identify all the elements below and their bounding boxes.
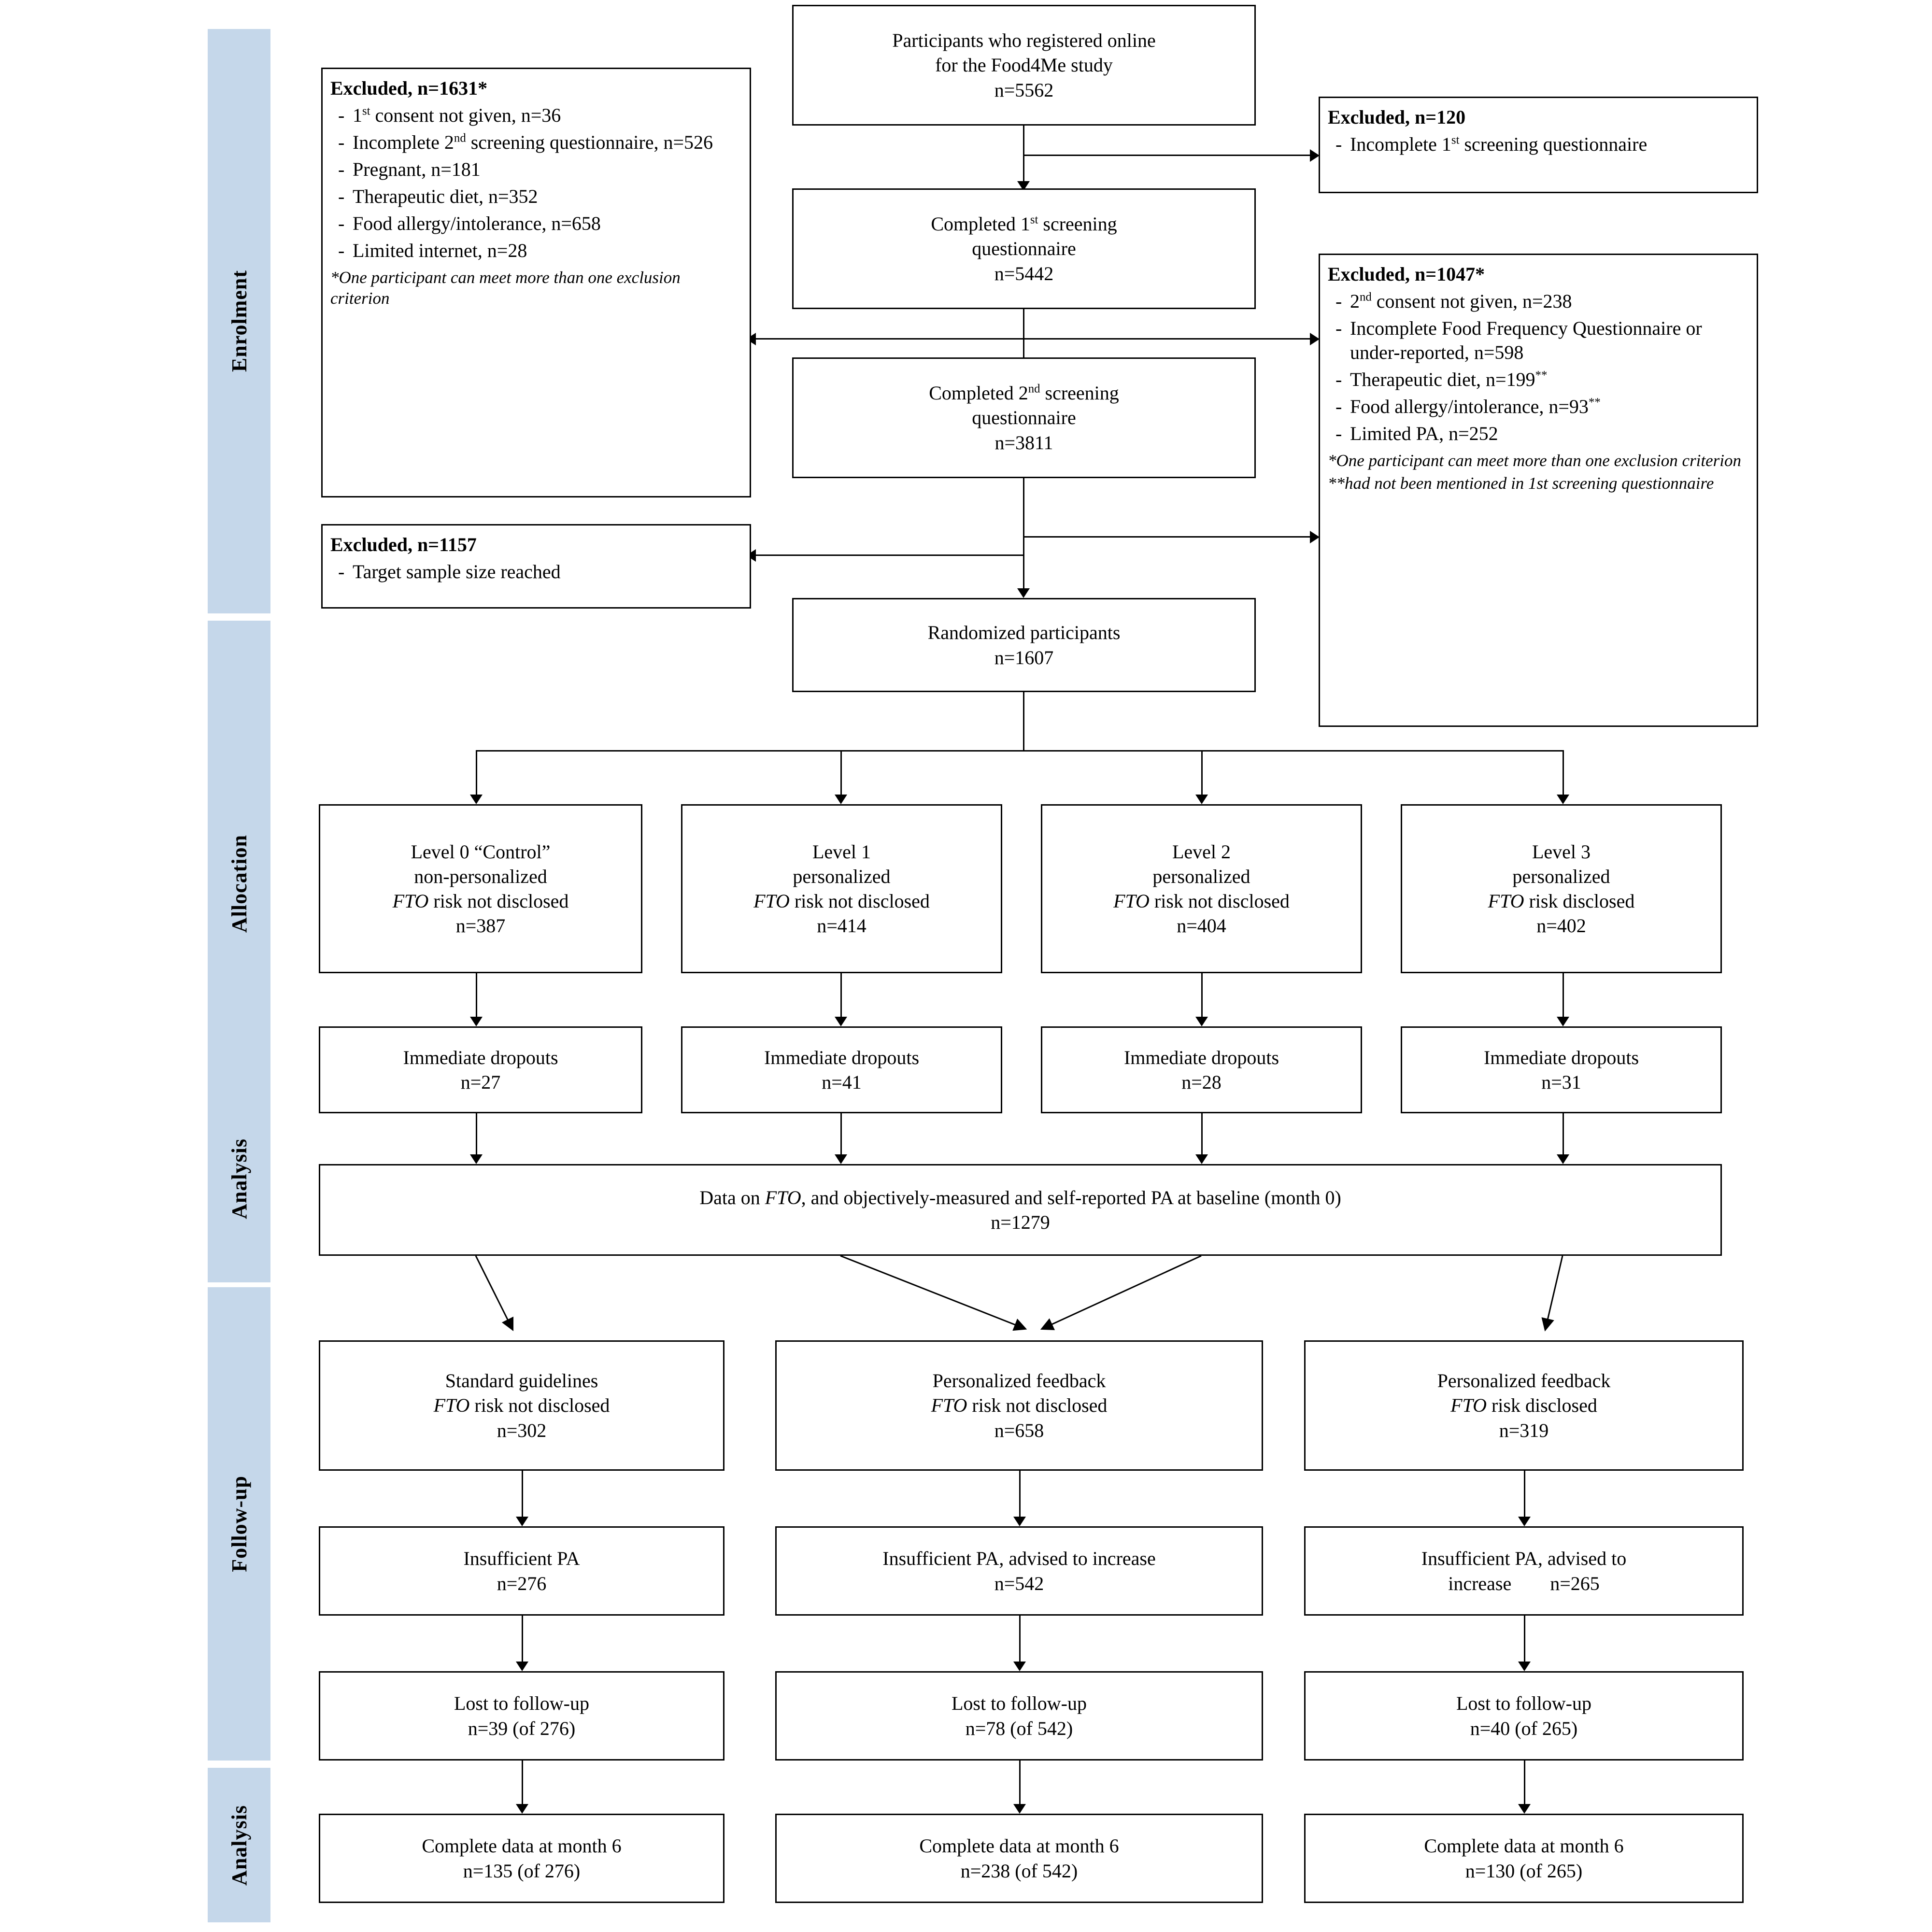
insuf-a-line-1: Insufficient PA (463, 1548, 580, 1570)
level1-count: n=414 (817, 915, 867, 937)
connector-to-level3 (1563, 750, 1564, 798)
arrowhead-randomized (1017, 588, 1030, 598)
insuf-b-count: n=542 (994, 1572, 1044, 1594)
connector-randomized-down (1023, 692, 1024, 750)
connector-level3-dropout (1563, 973, 1564, 1022)
arrowhead-insuf-c (1518, 1517, 1531, 1526)
fb-standard-line-1: Standard guidelines (445, 1370, 598, 1392)
list-item: - Incomplete Food Frequency Questionnaire or under-reported, n=598 (1328, 316, 1749, 365)
box-baseline (319, 1164, 1722, 1256)
insuf-b-line-1: Insufficient PA, advised to increase (882, 1548, 1156, 1570)
phase-bar-allocation (208, 621, 270, 1147)
insuf-c-count: n=265 (1550, 1572, 1600, 1594)
box-complete-c (1304, 1814, 1744, 1903)
connector-fb-c-insuf (1524, 1471, 1525, 1521)
arrowhead-level2 (1195, 795, 1208, 804)
phase-label-enrolment: Enrolment (227, 270, 251, 372)
fb-pers-d-line-2: FTO risk disclosed (1450, 1394, 1597, 1417)
connector-to-excluded-120 (1023, 155, 1313, 156)
list-item: - Food allergy/intolerance, n=93** (1328, 395, 1749, 419)
baseline-line-1: Data on FTO, and objectively-measured and self-reported PA at baseline (month 0) (699, 1186, 1341, 1208)
complete-c-line-1: Complete data at month 6 (1424, 1835, 1624, 1857)
connector-to-excluded-1047 (1023, 338, 1313, 340)
box-randomized (792, 598, 1256, 692)
connector-insuf-b-lost (1019, 1616, 1021, 1666)
list-item: - Food allergy/intolerance, n=658 (330, 212, 742, 236)
screen2-line-1: Completed 2nd screening (929, 382, 1119, 404)
arrowhead-complete-c (1518, 1804, 1531, 1814)
box-level1 (681, 804, 1002, 973)
fb-standard-count: n=302 (497, 1419, 547, 1441)
screen1-line-2: questionnaire (972, 238, 1076, 260)
list-item: - Incomplete 2nd screening questionnaire, n=526 (330, 130, 742, 155)
arrowhead-lost-b (1013, 1662, 1026, 1671)
excluded-1047-header: Excluded, n=1047* (1328, 263, 1485, 285)
arrowhead-level0 (470, 795, 483, 804)
level2-line-3: FTO risk not disclosed (1113, 890, 1290, 912)
list-item: - Target sample size reached (330, 560, 742, 584)
dropout1-count: n=41 (822, 1071, 862, 1093)
box-insufficient-pa-b (775, 1526, 1263, 1616)
lost-b-line-1: Lost to follow-up (952, 1692, 1087, 1715)
arrowhead-baseline-3 (1557, 1154, 1569, 1164)
box-feedback-standard (319, 1340, 724, 1471)
connector-dropout1-baseline (840, 1113, 842, 1159)
dropout2-count: n=28 (1181, 1071, 1222, 1093)
arrowhead-excluded-1047 (1310, 333, 1320, 345)
phase-bar-analysis-2 (208, 1768, 270, 1922)
level0-line-1: Level 0 “Control” (411, 840, 551, 863)
arrowhead-excluded-1047-second (1310, 531, 1320, 543)
phase-bar-enrolment (208, 29, 270, 613)
connector-level2-dropout (1201, 973, 1203, 1022)
box-excluded-120 (1319, 97, 1758, 193)
connector-dropout2-baseline (1201, 1113, 1203, 1159)
box-registered (792, 5, 1256, 126)
insuf-c-line-1: Insufficient PA, advised to (1421, 1548, 1627, 1570)
box-feedback-personalized-disclosed (1304, 1340, 1744, 1471)
arrowhead-dropout0 (470, 1017, 483, 1026)
phase-label-allocation: Allocation (227, 835, 251, 933)
screen2-line-2: questionnaire (972, 407, 1076, 429)
randomized-count: n=1607 (994, 646, 1054, 668)
insuf-c-line-2 (1310, 1571, 1737, 1596)
complete-b-count: n=238 (of 542) (960, 1860, 1078, 1882)
level0-count: n=387 (455, 915, 506, 937)
level0-line-3: FTO risk not disclosed (392, 890, 569, 912)
list-item: - Therapeutic diet, n=199** (1328, 368, 1749, 392)
fb-pers-nd-line-2: FTO risk not disclosed (931, 1394, 1108, 1417)
level2-line-2: personalized (1152, 865, 1250, 887)
box-screen2 (792, 357, 1256, 478)
connector-allocation-bus (476, 750, 1563, 752)
box-lost-b (775, 1671, 1263, 1761)
arrowhead-lost-a (516, 1662, 528, 1671)
arrowhead-baseline-0 (470, 1154, 483, 1164)
lost-c-line-1: Lost to follow-up (1456, 1692, 1591, 1715)
list-item: - Limited PA, n=252 (1328, 422, 1749, 446)
connector-to-excluded-1631 (753, 338, 1024, 340)
list-item: - Therapeutic diet, n=352 (330, 185, 742, 209)
dropout3-line-1: Immediate dropouts (1483, 1046, 1639, 1068)
arrowhead-dropout2 (1195, 1017, 1208, 1026)
box-dropout0 (319, 1026, 642, 1113)
connector-dropout3-baseline (1563, 1113, 1564, 1159)
box-level2 (1041, 804, 1362, 973)
screen1-line-1: Completed 1st screening (931, 213, 1117, 235)
level2-line-1: Level 2 (1172, 840, 1231, 863)
box-excluded-1157 (321, 524, 751, 609)
arrowhead-baseline-2 (1195, 1154, 1208, 1164)
arrowhead-level3 (1557, 795, 1569, 804)
connector-to-excluded-1047-second (1023, 536, 1313, 538)
phase-bar-analysis-1 (208, 1075, 270, 1282)
arrowhead-insuf-a (516, 1517, 528, 1526)
insuf-c-line-2-text: increase (1448, 1572, 1512, 1594)
connector-insuf-c-lost (1524, 1616, 1525, 1666)
box-feedback-personalized-not-disclosed (775, 1340, 1263, 1471)
lost-a-count: n=39 (of 276) (468, 1717, 576, 1739)
phase-label-followup: Follow-up (227, 1476, 251, 1572)
box-dropout3 (1401, 1026, 1722, 1113)
box-insufficient-pa-c (1304, 1526, 1744, 1616)
arrowhead-excluded-120 (1310, 149, 1320, 162)
screen2-count: n=3811 (994, 431, 1053, 454)
list-item: - 2nd consent not given, n=238 (1328, 289, 1749, 313)
list-item: - Limited internet, n=28 (330, 239, 742, 263)
excluded-1047-list (1328, 289, 1749, 449)
excluded-1631-header: Excluded, n=1631* (330, 77, 488, 99)
excluded-1631-list (330, 103, 742, 266)
arrowhead-lost-c (1518, 1662, 1531, 1671)
level1-line-1: Level 1 (812, 840, 871, 863)
arrowhead-dropout1 (835, 1017, 847, 1026)
registered-count: n=5562 (994, 79, 1054, 101)
complete-a-line-1: Complete data at month 6 (422, 1835, 622, 1857)
excluded-1157-list (330, 560, 742, 587)
randomized-line-1: Randomized participants (927, 622, 1121, 644)
box-lost-c (1304, 1671, 1744, 1761)
registered-line-1: Participants who registered online (892, 29, 1156, 52)
box-dropout2 (1041, 1026, 1362, 1113)
excluded-1047-note-2: **had not been mentioned in 1st screening questionnaire (1328, 473, 1714, 493)
arrowhead-complete-a (516, 1804, 528, 1814)
excluded-120-header: Excluded, n=120 (1328, 106, 1466, 128)
level3-line-1: Level 3 (1532, 840, 1591, 863)
connector-fb-b-insuf (1019, 1471, 1021, 1521)
dropout3-count: n=31 (1541, 1071, 1581, 1093)
connector-fb-a-insuf (522, 1471, 523, 1521)
box-screen1 (792, 188, 1256, 309)
arrowhead-complete-b (1013, 1804, 1026, 1814)
connector-lost-a-complete (522, 1761, 523, 1809)
fb-pers-d-line-1: Personalized feedback (1437, 1370, 1611, 1392)
arrowhead-level1 (835, 795, 847, 804)
connector-to-excluded-1157 (753, 554, 1024, 556)
excluded-1157-header: Excluded, n=1157 (330, 534, 477, 555)
fb-pers-nd-line-1: Personalized feedback (932, 1370, 1106, 1392)
box-insufficient-pa-a (319, 1526, 724, 1616)
arrowhead-baseline-1 (835, 1154, 847, 1164)
phase-bar-followup (208, 1287, 270, 1761)
list-item: - 1st consent not given, n=36 (330, 103, 742, 128)
box-level0 (319, 804, 642, 973)
connector-to-level2 (1201, 750, 1203, 798)
dropout0-line-1: Immediate dropouts (403, 1046, 558, 1068)
connector-lost-b-complete (1019, 1761, 1021, 1809)
level3-count: n=402 (1536, 915, 1586, 937)
level1-line-3: FTO risk not disclosed (753, 890, 930, 912)
arrowhead-dropout3 (1557, 1017, 1569, 1026)
lost-a-line-1: Lost to follow-up (454, 1692, 589, 1715)
dropout1-line-1: Immediate dropouts (764, 1046, 920, 1068)
connector-to-level0 (476, 750, 477, 798)
excluded-1631-note: *One participant can meet more than one exclusion criterion (330, 268, 681, 308)
box-lost-a (319, 1671, 724, 1761)
level1-line-2: personalized (793, 865, 891, 887)
lost-c-count: n=40 (of 265) (1470, 1717, 1578, 1739)
insuf-a-count: n=276 (497, 1572, 547, 1594)
list-item: - Pregnant, n=181 (330, 157, 742, 182)
box-level3 (1401, 804, 1722, 973)
fb-standard-line-2: FTO risk not disclosed (433, 1394, 610, 1417)
baseline-count: n=1279 (991, 1211, 1050, 1233)
excluded-1047-note-1: *One participant can meet more than one exclusion criterion (1328, 451, 1742, 470)
connector-level0-dropout (476, 973, 477, 1022)
level3-line-2: personalized (1512, 865, 1610, 887)
connector-level1-dropout (840, 973, 842, 1022)
connector-to-level1 (840, 750, 842, 798)
list-item: - Incomplete 1st screening questionnaire (1328, 132, 1749, 156)
dropout0-count: n=27 (460, 1071, 501, 1093)
dropout2-line-1: Immediate dropouts (1123, 1046, 1279, 1068)
complete-a-count: n=135 (of 276) (463, 1860, 581, 1882)
level2-count: n=404 (1177, 915, 1226, 937)
box-excluded-1047 (1319, 254, 1758, 727)
lost-b-count: n=78 (of 542) (965, 1717, 1073, 1739)
fb-pers-d-count: n=319 (1499, 1419, 1549, 1441)
box-dropout1 (681, 1026, 1002, 1113)
connector-insuf-a-lost (522, 1616, 523, 1666)
box-complete-b (775, 1814, 1263, 1903)
screen1-count: n=5442 (994, 262, 1054, 284)
level0-line-2: non-personalized (414, 865, 547, 887)
connector-dropout0-baseline (476, 1113, 477, 1159)
level3-line-3: FTO risk disclosed (1488, 890, 1635, 912)
registered-line-2: for the Food4Me study (935, 54, 1113, 76)
connector-lost-c-complete (1524, 1761, 1525, 1809)
arrowhead-insuf-b (1013, 1517, 1026, 1526)
complete-b-line-1: Complete data at month 6 (919, 1835, 1119, 1857)
excluded-120-list (1328, 132, 1749, 159)
box-complete-a (319, 1814, 724, 1903)
connector-baseline-fanout (319, 1256, 1724, 1343)
box-excluded-1631 (321, 68, 751, 497)
phase-label-analysis-1: Analysis (227, 1138, 251, 1219)
phase-label-analysis-2: Analysis (227, 1804, 251, 1886)
complete-c-count: n=130 (of 265) (1465, 1860, 1583, 1882)
fb-pers-nd-count: n=658 (994, 1419, 1044, 1441)
